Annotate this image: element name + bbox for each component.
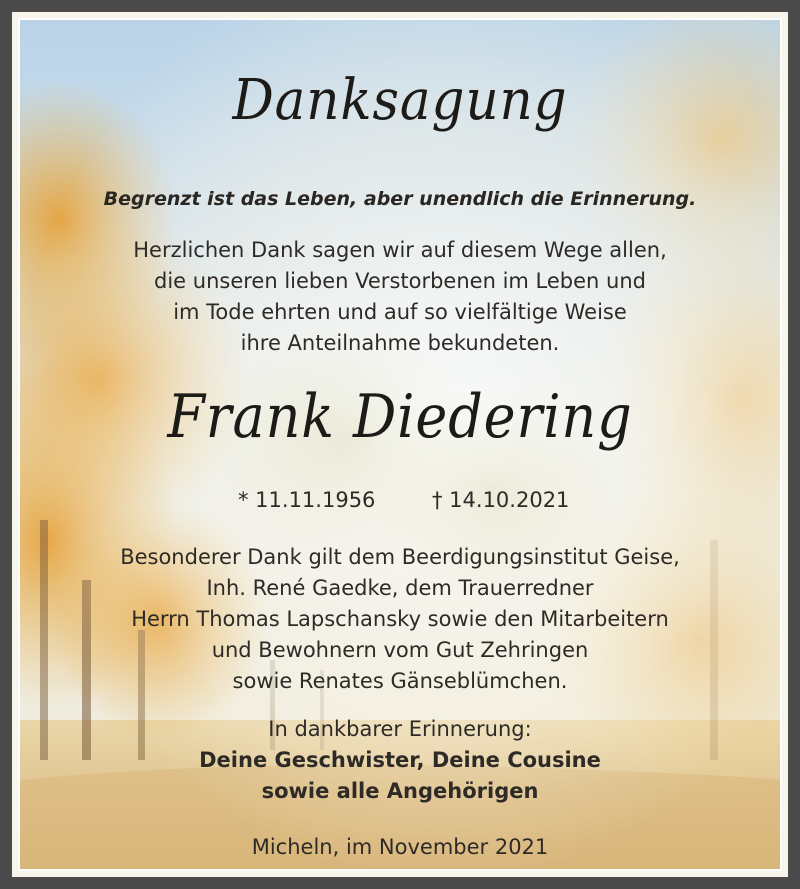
intro-line: ihre Anteilnahme bekundeten. xyxy=(240,331,560,355)
thanks-line: Inh. René Gaedke, dem Trauerredner xyxy=(206,576,594,600)
birth-date: * 11.11.1956 xyxy=(238,488,376,512)
closing-line: In dankbarer Erinnerung: xyxy=(268,717,532,741)
intro-line: die unseren lieben Verstorbenen im Leben und xyxy=(154,269,646,293)
thanks-line: Besonderer Dank gilt dem Beerdigungsinstitut Geise, xyxy=(120,545,680,569)
signers-line: Deine Geschwister, Deine Cousine xyxy=(199,748,601,772)
death-date: † 14.10.2021 xyxy=(432,488,570,512)
thanks-line: Herrn Thomas Lapschansky sowie den Mitarbeitern xyxy=(131,607,669,631)
place-and-date: Micheln, im November 2021 xyxy=(251,835,549,859)
thanks-line: sowie Renates Gänseblümchen. xyxy=(232,669,568,693)
deceased-name: Frank Diedering xyxy=(167,382,633,452)
motto-line: Begrenzt ist das Leben, aber unendlich die Erinnerung. xyxy=(103,188,697,210)
notice-panel xyxy=(18,18,782,871)
intro-line: Herzlichen Dank sagen wir auf diesem Wege allen, xyxy=(133,238,667,262)
closing-block xyxy=(20,714,780,807)
intro-paragraph xyxy=(20,235,780,359)
signers-line: sowie alle Angehörigen xyxy=(261,779,539,803)
thanks-line: und Bewohnern vom Gut Zehringen xyxy=(211,638,589,662)
notice-content xyxy=(20,20,780,869)
intro-line: im Tode ehrten und auf so vielfältige Weise xyxy=(173,300,627,324)
notice-title: Danksagung xyxy=(232,68,568,133)
thanks-paragraph xyxy=(20,542,780,697)
